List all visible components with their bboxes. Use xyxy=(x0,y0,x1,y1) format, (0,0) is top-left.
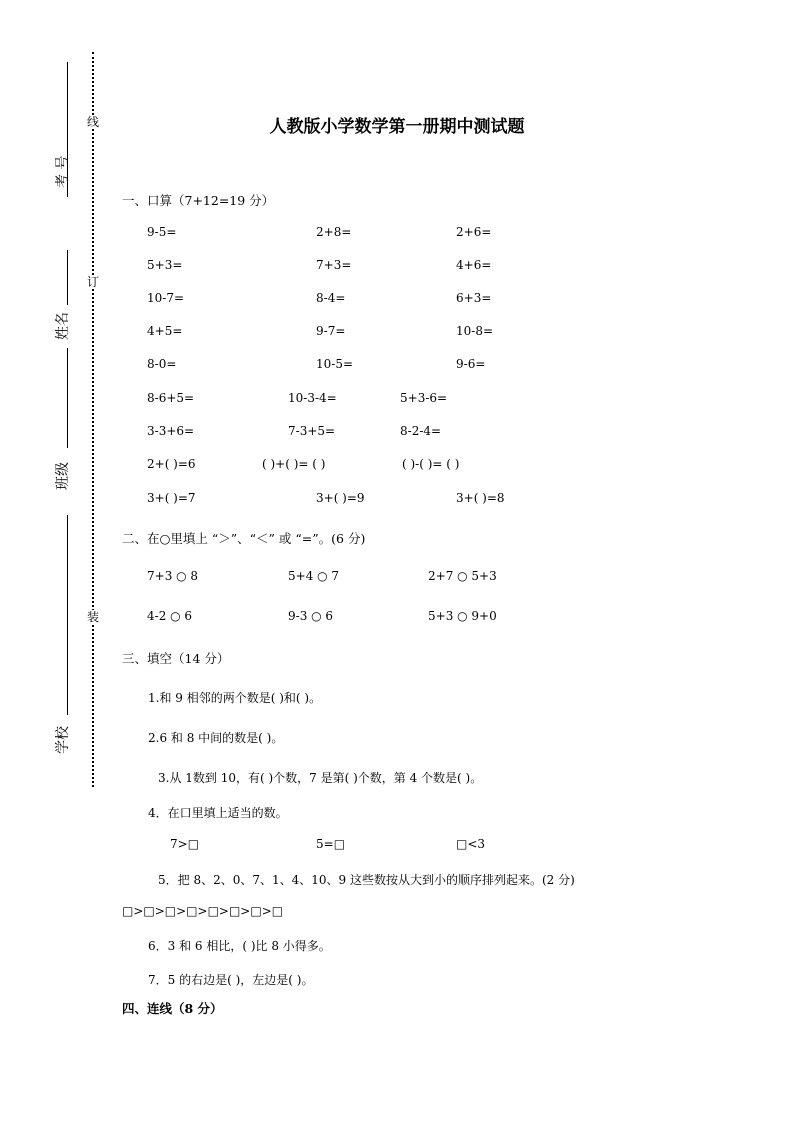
oral-item: 4+5= xyxy=(147,324,183,338)
page-title: 人教版小学数学第一册期中测试题 xyxy=(269,117,525,137)
fill-question-5: 5．把 8、2、0、7、1、4、10、9 这些数按从大到小的顺序排列起来。(2 分) xyxy=(158,873,575,887)
fill-question-5-boxes: □>□>□>□>□>□>□>□ xyxy=(122,904,284,918)
fill-question-4: 4．在口里填上适当的数。 xyxy=(148,806,288,820)
oral-item: 3+( )=7 xyxy=(147,491,196,505)
oral-item: 2+8= xyxy=(316,225,352,239)
oral-item: 3+( )=9 xyxy=(316,491,365,505)
oral-item: 8-4= xyxy=(316,291,346,305)
margin-label-name: 姓名 xyxy=(55,312,71,340)
margin-line-school xyxy=(67,515,68,715)
fill-question-7: 7．5 的右边是( )，左边是( )。 xyxy=(148,973,314,987)
margin-label-class: 班级 xyxy=(55,462,71,490)
binding-char-staple: 订 xyxy=(86,275,99,289)
fill-question-6: 6．3 和 6 相比，( )比 8 小得多。 xyxy=(148,939,331,953)
fill-question-3: 3.从 1数到 10，有( )个数，7 是第( )个数，第 4 个数是( )。 xyxy=(158,771,483,785)
compare-item: 9-3 ○ 6 xyxy=(288,609,334,623)
compare-item: 5+3 ○ 9+0 xyxy=(428,609,497,623)
fill-question-4-item: 7>□ xyxy=(170,837,200,851)
compare-item: 4-2 ○ 6 xyxy=(147,609,193,623)
compare-item: 2+7 ○ 5+3 xyxy=(428,569,497,583)
section-4-heading: 四、连线（8 分） xyxy=(122,1001,223,1016)
oral-item: 10-8= xyxy=(456,324,494,338)
oral-item: 7+3= xyxy=(316,258,352,272)
oral-item: 2+6= xyxy=(456,225,492,239)
compare-item: 5+4 ○ 7 xyxy=(288,569,340,583)
binding-dotted-line xyxy=(92,52,94,787)
fill-question-4-item: □<3 xyxy=(456,837,486,851)
margin-line-name xyxy=(67,250,68,305)
oral-item: 10-5= xyxy=(316,357,354,371)
oral-item: 8-0= xyxy=(147,357,177,371)
oral-item: 10-7= xyxy=(147,291,185,305)
oral-item: 6+3= xyxy=(456,291,492,305)
oral-item: 8-6+5= xyxy=(147,391,195,405)
section-2-heading: 二、在○里填上 “＞”、“＜” 或 “=”。(6 分) xyxy=(122,531,366,546)
fill-question-4-item: 5=□ xyxy=(316,837,346,851)
oral-item: 9-7= xyxy=(316,324,346,338)
binding-char-bind: 装 xyxy=(86,610,99,624)
oral-item: 8-2-4= xyxy=(400,424,442,438)
compare-item: 7+3 ○ 8 xyxy=(147,569,199,583)
section-1-heading: 一、口算（7+12=19 分） xyxy=(122,193,275,208)
oral-item: 5+3= xyxy=(147,258,183,272)
oral-item: 4+6= xyxy=(456,258,492,272)
oral-item: 5+3-6= xyxy=(400,391,448,405)
fill-question-2: 2.6 和 8 中间的数是( )。 xyxy=(148,731,284,745)
oral-item: 3-3+6= xyxy=(147,424,195,438)
oral-item: ( )+( )= ( ) xyxy=(262,457,326,471)
oral-item: 9-5= xyxy=(147,225,177,239)
margin-label-school: 学校 xyxy=(55,726,71,754)
section-3-heading: 三、填空（14 分） xyxy=(122,651,230,666)
margin-line-class xyxy=(67,348,68,448)
margin-label-exam-number: 考 号 xyxy=(55,155,71,188)
binding-char-line: 线 xyxy=(86,115,99,129)
oral-item: 9-6= xyxy=(456,357,486,371)
oral-item: ( )-( )= ( ) xyxy=(402,457,460,471)
fill-question-1: 1.和 9 相邻的两个数是( )和( )。 xyxy=(148,691,322,705)
oral-item: 7-3+5= xyxy=(288,424,336,438)
oral-item: 10-3-4= xyxy=(288,391,337,405)
oral-item: 3+( )=8 xyxy=(456,491,505,505)
oral-item: 2+( )=6 xyxy=(147,457,196,471)
